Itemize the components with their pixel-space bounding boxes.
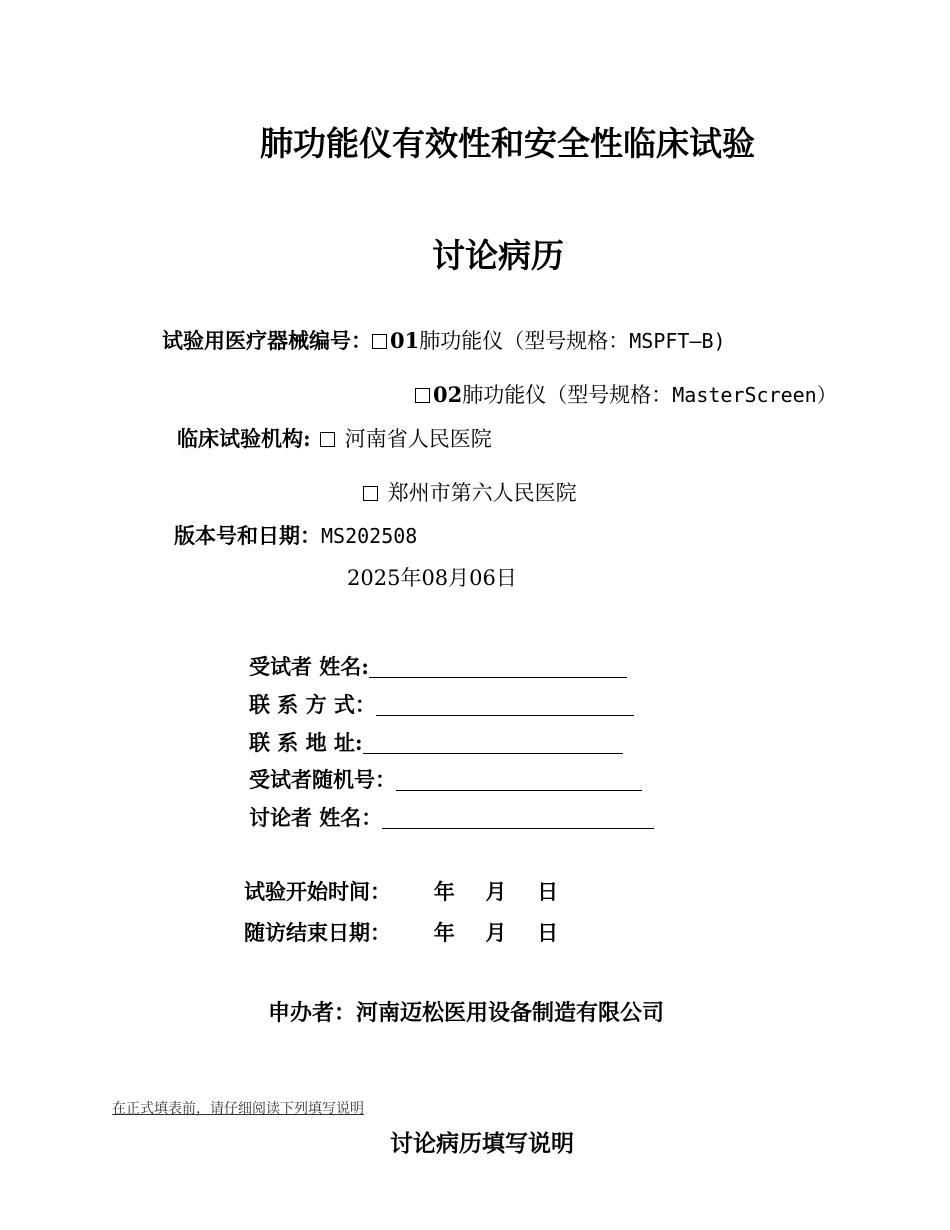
device-row-2 — [415, 380, 837, 410]
device-option1-checkbox[interactable] — [372, 334, 387, 349]
start-day: 日 — [537, 879, 559, 904]
device-row-1 — [162, 326, 726, 356]
address-row — [249, 728, 623, 758]
end-year: 年 — [433, 920, 455, 945]
pre-fill-note: 在正式填表前，请仔细阅读下列填写说明 — [112, 1101, 364, 1117]
institution-row-1 — [177, 424, 492, 454]
institution-option1: 河南省人民医院 — [344, 427, 492, 451]
contact-field[interactable] — [376, 693, 634, 716]
contact-label: 联 系 方 式： — [249, 692, 376, 717]
contact-row — [249, 690, 634, 720]
random-number-field[interactable] — [396, 768, 642, 791]
document-subtitle: 讨论病历 — [432, 236, 564, 275]
instructions-title: 讨论病历填写说明 — [390, 1130, 574, 1157]
random-number-row — [249, 765, 642, 795]
version-label: 版本号和日期： — [174, 523, 321, 548]
subject-name-field[interactable] — [369, 655, 627, 678]
discussant-label: 讨论者 姓名： — [249, 805, 383, 830]
device-option2-code: 02 — [433, 382, 463, 407]
address-field[interactable] — [363, 731, 623, 754]
end-date-label: 随访结束日期： — [244, 920, 391, 945]
start-year: 年 — [433, 879, 455, 904]
institution-option2-checkbox[interactable] — [363, 486, 378, 501]
institution-label: 临床试验机构: — [177, 426, 319, 451]
device-option1-model: MSPFT—B) — [629, 329, 726, 353]
subject-name-row — [249, 652, 627, 682]
start-date-row — [244, 877, 558, 907]
institution-row-2 — [363, 478, 577, 508]
institution-option2: 郑州市第六人民医院 — [387, 481, 577, 505]
version-date: 2025年08月06日 — [347, 566, 517, 590]
device-option2-model: MasterScreen） — [672, 383, 837, 407]
random-number-label: 受试者随机号： — [249, 767, 396, 792]
start-date-label: 试验开始时间： — [244, 879, 391, 904]
subject-name-label: 受试者 姓名: — [249, 654, 370, 679]
end-day: 日 — [537, 920, 559, 945]
discussant-field[interactable] — [382, 806, 654, 829]
version-row — [174, 521, 417, 551]
device-option2-checkbox[interactable] — [415, 388, 430, 403]
end-date-row — [244, 918, 558, 948]
device-option2-text: 肺功能仪（型号规格： — [462, 383, 673, 407]
end-month: 月 — [485, 920, 507, 945]
document-title: 肺功能仪有效性和安全性临床试验 — [260, 124, 755, 163]
device-option1-code: 01 — [390, 328, 420, 353]
address-label: 联 系 地 址: — [249, 730, 363, 755]
start-month: 月 — [485, 879, 507, 904]
sponsor: 申办者：河南迈松医用设备制造有限公司 — [268, 1000, 665, 1026]
version-number: MS202508 — [321, 524, 418, 548]
device-option1-text: 肺功能仪（型号规格： — [419, 329, 630, 353]
device-label: 试验用医疗器械编号： — [162, 328, 372, 353]
institution-option1-checkbox[interactable] — [320, 432, 335, 447]
discussant-row — [249, 803, 654, 833]
